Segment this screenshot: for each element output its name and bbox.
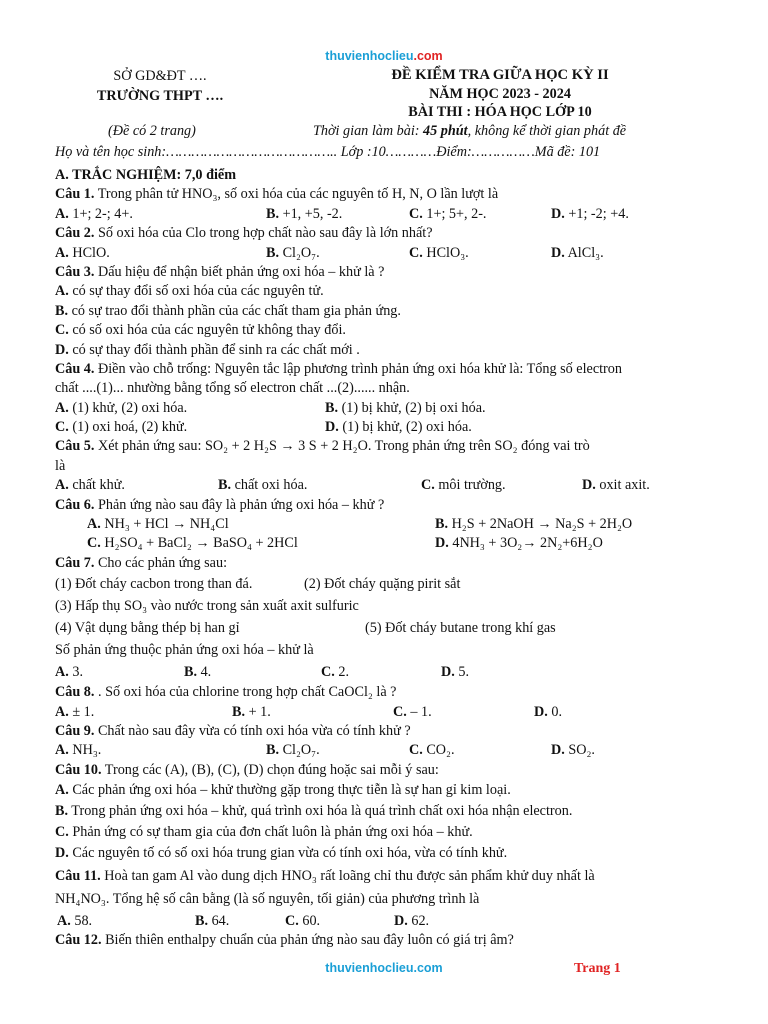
- option-letter: B.: [184, 664, 198, 681]
- site-name: thuvienhoclieu: [325, 49, 414, 63]
- option-letter: A.: [55, 283, 69, 300]
- option-letter: B.: [266, 244, 280, 261]
- option-b: 4.: [197, 664, 212, 681]
- question-label: Câu 5.: [55, 438, 95, 455]
- option-a: NH₃.: [68, 742, 102, 759]
- option-b: + 1.: [245, 703, 271, 720]
- option-letter: B.: [325, 399, 339, 416]
- option-d: oxit axit.: [595, 477, 650, 494]
- option-b: 64.: [208, 913, 230, 930]
- question-text: Xét phản ứng sau: SO₂ + 2 H₂S → 3 S + 2 H₂O. Trong phản ứng trên SO₂ đóng vai trò: [94, 438, 590, 455]
- question-text: Số oxi hóa của Clo trong hợp chất nào sau đây là lớn nhất?: [94, 225, 433, 242]
- question-6-options-ab: [55, 515, 719, 534]
- option-c: môi trường.: [434, 477, 506, 494]
- option-letter: D.: [582, 477, 596, 494]
- option-d: +1; -2; +4.: [568, 205, 629, 222]
- option-letter: C.: [409, 244, 423, 261]
- option-b: +1, +5, -2.: [282, 205, 343, 222]
- option-text: Trong phản ứng oxi hóa – khử, quá trình oxi hóa là quá trình chất oxi hóa nhận electron.: [68, 803, 573, 820]
- question-2-options: [55, 244, 719, 263]
- reaction-5: (5) Đốt cháy butane trong khí gas: [365, 620, 556, 637]
- option-letter: A.: [55, 703, 69, 720]
- question-label: Câu 3.: [55, 263, 95, 280]
- question-5-text-cont: là: [55, 457, 66, 474]
- question-4-text-cont: chất ....(1)... nhường bằng tổng số electron chất ...(2)...... nhận.: [55, 380, 410, 397]
- option-d: (1) bị khử, (2) oxi hóa.: [338, 419, 472, 436]
- question-text: Dấu hiệu để nhận biết phản ứng oxi hóa – khử là ?: [94, 263, 385, 280]
- option-text: có số oxi hóa của các nguyên tử không thay đổi.: [68, 322, 346, 339]
- option-letter: A.: [55, 477, 69, 494]
- option-letter: D.: [435, 535, 449, 552]
- option-letter: A.: [55, 782, 69, 799]
- option-letter: D.: [394, 913, 408, 930]
- option-letter: A.: [87, 516, 101, 533]
- option-text: Phản ứng có sự tham gia của đơn chất luôn là phản ứng oxi hóa – khử.: [68, 824, 473, 841]
- question-10-statement-a: [55, 780, 719, 801]
- question-label: Câu 4.: [55, 360, 95, 377]
- question-9-options: [55, 741, 719, 760]
- option-letter: B.: [195, 913, 209, 930]
- option-letter: A.: [55, 205, 69, 222]
- footer-site: thuvienhoclieu.com: [325, 961, 443, 975]
- option-letter: B.: [55, 803, 69, 820]
- question-text: Điền vào chỗ trống: Nguyên tắc lập phương trình phản ứng oxi hóa khử là: Tổng số electron: [94, 360, 622, 377]
- option-letter: C.: [409, 205, 423, 222]
- time-note: [313, 123, 626, 140]
- option-letter: B.: [218, 477, 232, 494]
- subject-prefix: BÀI THI :: [408, 104, 472, 120]
- footer-page-number: Trang 1: [574, 961, 621, 976]
- option-c: 2.: [334, 664, 349, 681]
- question-8-options: [55, 703, 719, 722]
- question-label: Câu 9.: [55, 722, 95, 739]
- option-letter: C.: [409, 742, 423, 759]
- option-c: (1) oxi hoá, (2) khử.: [68, 419, 188, 436]
- question-6: [55, 496, 719, 515]
- exam-subject: [300, 103, 700, 122]
- question-1-options: [55, 205, 719, 224]
- site-domain: .com: [413, 49, 443, 63]
- question-text: Biến thiên enthalpy chuẩn của phản ứng nào sau đây luôn có giá trị âm?: [101, 932, 514, 949]
- option-b: H₂S + 2NaOH → Na₂S + 2H₂O: [448, 516, 633, 533]
- option-a: 1+; 2-; 4+.: [72, 205, 133, 222]
- option-b: (1) bị khử, (2) bị oxi hóa.: [338, 399, 486, 416]
- question-label: Câu 12.: [55, 932, 102, 949]
- question-text: Cho các phản ứng sau:: [94, 554, 228, 571]
- question-9: [55, 722, 719, 741]
- option-letter: C.: [321, 664, 335, 681]
- question-3-option-d: [55, 341, 719, 360]
- question-3-option-c: [55, 321, 719, 340]
- option-a: ± 1.: [68, 703, 95, 720]
- reaction-2: (2) Đốt cháy quặng pirit sắt: [304, 576, 461, 593]
- pages-note: (Đề có 2 trang): [108, 123, 196, 139]
- dept-name: SỞ GD&ĐT ….: [113, 68, 207, 84]
- option-letter: B.: [266, 205, 280, 222]
- option-d: AlCl₃.: [567, 244, 604, 261]
- question-12: [55, 931, 719, 950]
- question-7-ask: Số phản ứng thuộc phản ứng oxi hóa – khử là: [55, 642, 314, 659]
- option-c: HClO₃.: [426, 244, 469, 261]
- question-8: [55, 683, 719, 702]
- option-c: H₂SO₄ + BaCl₂ → BaSO₄ + 2HCl: [100, 535, 298, 552]
- question-text: Trong các (A), (B), (C), (D) chọn đúng hoặc sai mỗi ý sau:: [101, 761, 439, 778]
- option-c: 1+; 5+, 2-.: [426, 205, 487, 222]
- question-label: Câu 7.: [55, 554, 95, 571]
- option-letter: D.: [441, 664, 455, 681]
- option-b: Cl₂O₇.: [282, 244, 320, 261]
- option-letter: B.: [232, 703, 246, 720]
- option-letter: C.: [87, 535, 101, 552]
- question-5: [55, 437, 719, 456]
- question-10-statement-d: [55, 843, 719, 864]
- option-c: – 1.: [406, 703, 432, 720]
- school-year: NĂM HỌC 2023 - 2024: [429, 85, 571, 102]
- question-11-options: [55, 911, 719, 931]
- option-letter: D.: [551, 244, 565, 261]
- option-d: 0.: [547, 703, 562, 720]
- option-letter: D.: [551, 742, 565, 759]
- section-heading: A. TRẮC NGHIỆM: 7,0 điểm: [55, 167, 237, 183]
- option-c: 60.: [298, 913, 321, 930]
- option-letter: C.: [421, 477, 435, 494]
- time-value: 45 phút: [423, 123, 468, 139]
- option-letter: A.: [55, 244, 69, 261]
- question-11-text-cont: NH₄NO₃. Tổng hệ số cân bằng (là số nguyên, tối giản) của phương trình là: [55, 891, 480, 908]
- school-header: [55, 66, 265, 106]
- option-b: chất oxi hóa.: [231, 477, 308, 494]
- option-d: 5.: [454, 664, 469, 681]
- question-7-reactions-12: [55, 573, 719, 595]
- option-letter: A.: [55, 399, 69, 416]
- option-text: Các nguyên tố có số oxi hóa trung gian vừa có tính oxi hóa, vừa có tính khử.: [68, 845, 508, 862]
- option-d: SO₂.: [564, 742, 595, 759]
- option-text: Các phản ứng oxi hóa – khử thường gặp trong thực tiễn là sự han gỉ kim loại.: [68, 782, 511, 799]
- question-4-options-ab: [55, 399, 719, 418]
- option-letter: A.: [55, 742, 69, 759]
- question-label: Câu 11.: [55, 868, 101, 885]
- option-d: 62.: [407, 913, 430, 930]
- question-label: Câu 2.: [55, 225, 95, 242]
- option-a: NH₃ + HCl → NH₄Cl: [100, 516, 229, 533]
- option-letter: C.: [55, 419, 69, 436]
- option-letter: B.: [435, 516, 449, 533]
- option-letter: C.: [55, 322, 69, 339]
- reaction-4: (4) Vật dụng bằng thép bị han gỉ: [55, 620, 240, 637]
- question-label: Câu 6.: [55, 496, 95, 513]
- option-letter: D.: [534, 703, 548, 720]
- question-text: Trong phân tử HNO₃, số oxi hóa của các nguyên tố H, N, O lần lượt là: [94, 186, 499, 203]
- question-text: . Số oxi hóa của chlorine trong hợp chất CaOCl₂ là ?: [94, 684, 397, 701]
- question-4: [55, 360, 719, 379]
- option-c: CO₂.: [422, 742, 455, 759]
- time-prefix: Thời gian làm bài:: [313, 123, 424, 139]
- exam-title: ĐỀ KIỂM TRA GIỮA HỌC KỲ II: [391, 67, 609, 83]
- question-3-option-b: [55, 302, 719, 321]
- option-letter: D.: [325, 419, 339, 436]
- option-letter: B.: [55, 302, 69, 319]
- time-suffix: , không kể thời gian phát đề: [467, 123, 627, 139]
- question-10-statement-c: [55, 822, 719, 843]
- option-letter: B.: [266, 742, 280, 759]
- question-10-statement-b: [55, 801, 719, 822]
- question-7-reaction-3: (3) Hấp thụ SO₃ vào nước trong sản xuất axit sulfuric: [55, 598, 359, 615]
- question-5-options: [55, 476, 719, 495]
- question-label: Câu 8.: [55, 684, 95, 701]
- option-text: có sự trao đổi thành phần của các chất tham gia phản ứng.: [68, 302, 401, 319]
- reaction-1: (1) Đốt cháy cacbon trong than đá.: [55, 576, 253, 593]
- option-a: HClO.: [72, 244, 110, 261]
- question-text: Hoà tan gam Al vào dung dịch HNO₃ rất loãng chỉ thu được sản phẩm khử duy nhất là: [100, 868, 595, 885]
- question-3: [55, 263, 719, 282]
- question-11: [55, 864, 719, 888]
- option-letter: D.: [55, 341, 69, 358]
- option-letter: D.: [551, 205, 565, 222]
- question-10: [55, 761, 719, 780]
- question-6-options-cd: [55, 534, 719, 553]
- question-3-option-a: [55, 282, 719, 301]
- question-1: [55, 185, 719, 204]
- question-7-reactions-45: [55, 617, 719, 639]
- option-a: chất khử.: [68, 477, 125, 494]
- exam-header: [300, 66, 700, 122]
- option-text: có sự thay đổi thành phần để sinh ra các chất mới .: [68, 341, 360, 358]
- option-b: Cl₂O₇.: [279, 742, 320, 759]
- site-watermark: [0, 49, 768, 63]
- question-label: Câu 10.: [55, 761, 102, 778]
- question-text: Chất nào sau đây vừa có tính oxi hóa vừa có tính khử ?: [94, 722, 411, 739]
- option-d: 4NH₃ + 3O₂→ 2N₂+6H₂O: [448, 535, 603, 552]
- exam-body: [55, 166, 719, 951]
- option-letter: C.: [55, 824, 69, 841]
- option-letter: C.: [393, 703, 407, 720]
- question-4-options-cd: [55, 418, 719, 437]
- option-letter: D.: [55, 845, 69, 862]
- question-text: Phản ứng nào sau đây là phản ứng oxi hóa – khử ?: [94, 496, 385, 513]
- student-info-line: Họ và tên học sinh:………………………………….. Lớp :10…………Điểm:……………Mã đề: 101: [55, 144, 601, 160]
- option-a: (1) khử, (2) oxi hóa.: [68, 399, 188, 416]
- question-7: [55, 554, 719, 573]
- option-a: 58.: [70, 913, 93, 930]
- question-2: [55, 224, 719, 243]
- option-letter: A.: [57, 913, 71, 930]
- option-letter: C.: [285, 913, 299, 930]
- question-7-options: [55, 661, 719, 683]
- option-text: có sự thay đổi số oxi hóa của các nguyên tử.: [68, 283, 324, 300]
- school-name: TRƯỜNG THPT ….: [96, 88, 224, 104]
- option-a: 3.: [68, 664, 83, 681]
- option-letter: A.: [55, 664, 69, 681]
- subject-name: HÓA HỌC LỚP 10: [474, 104, 592, 120]
- question-label: Câu 1.: [55, 186, 95, 203]
